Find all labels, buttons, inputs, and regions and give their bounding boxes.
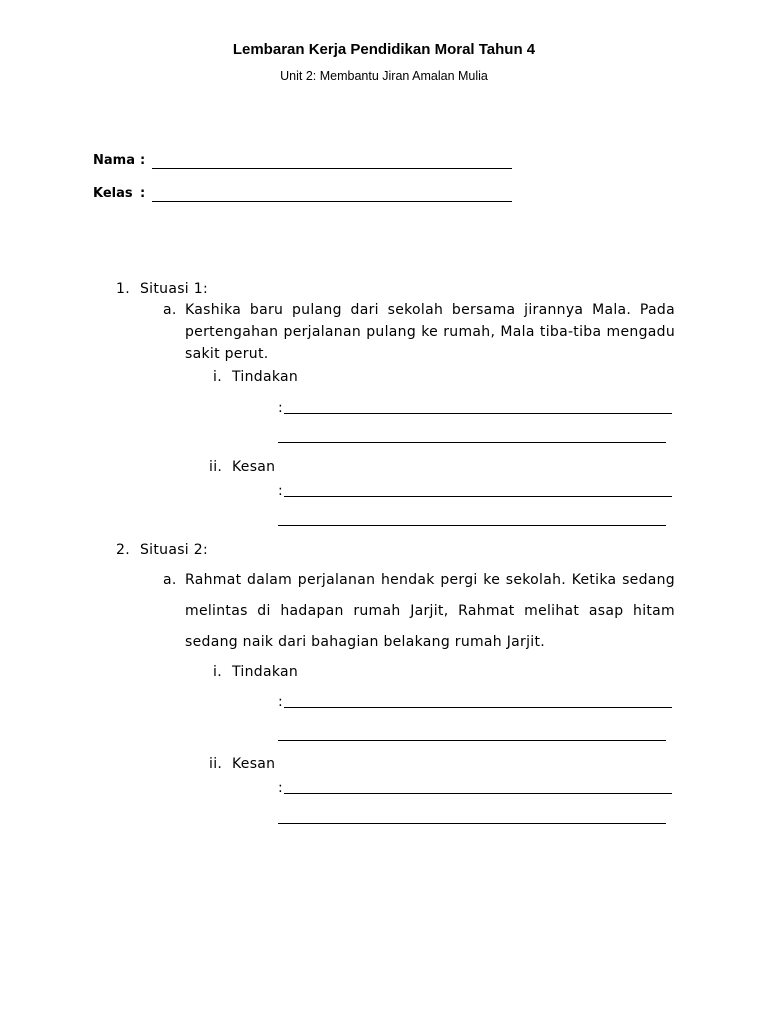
answer-colon: :	[278, 694, 284, 710]
situation-text-line: Kashika baru pulang dari sekolah bersama jirannya Mala. Pada	[185, 302, 675, 318]
item-numeral: i.	[213, 664, 222, 680]
nama-input-line[interactable]	[152, 168, 512, 169]
nama-label: Nama	[93, 153, 135, 168]
kelas-field	[93, 186, 146, 201]
situation-text-line: Rahmat dalam perjalanan hendak pergi ke sekolah. Ketika sedang	[185, 572, 675, 588]
item-numeral: ii.	[209, 756, 223, 772]
answer-line[interactable]	[278, 525, 666, 526]
situation-text-line: sedang naik dari bahagian belakang rumah Jarjit.	[185, 634, 546, 650]
answer-line[interactable]	[284, 793, 672, 794]
situation-text-line: melintas di hadapan rumah Jarjit, Rahmat melihat asap hitam	[185, 603, 675, 619]
nama-field	[93, 153, 146, 168]
nama-separator: :	[140, 153, 146, 168]
sub-letter: a.	[163, 572, 177, 588]
answer-colon: :	[278, 780, 284, 796]
situation-text-line: pertengahan perjalanan pulang ke rumah, Mala tiba-tiba mengadu	[185, 324, 675, 340]
item-numeral: i.	[213, 369, 222, 385]
item-numeral: ii.	[209, 459, 223, 475]
item-label: Kesan	[232, 756, 276, 772]
answer-colon: :	[278, 400, 284, 416]
item-label: Kesan	[232, 459, 276, 475]
answer-line[interactable]	[278, 823, 666, 824]
question-number: 1.	[116, 281, 130, 297]
item-label: Tindakan	[232, 369, 299, 385]
item-label: Tindakan	[232, 664, 299, 680]
page-subtitle: Unit 2: Membantu Jiran Amalan Mulia	[280, 69, 488, 83]
question-number: 2.	[116, 542, 130, 558]
sub-letter: a.	[163, 302, 177, 318]
answer-line[interactable]	[278, 442, 666, 443]
answer-line[interactable]	[284, 413, 672, 414]
answer-line[interactable]	[284, 496, 672, 497]
answer-line[interactable]	[284, 707, 672, 708]
answer-line[interactable]	[278, 740, 666, 741]
kelas-label: Kelas	[93, 186, 133, 201]
kelas-separator: :	[140, 186, 146, 201]
kelas-input-line[interactable]	[152, 201, 512, 202]
page-title: Lembaran Kerja Pendidikan Moral Tahun 4	[232, 41, 536, 58]
answer-colon: :	[278, 483, 284, 499]
question-heading: Situasi 2:	[140, 542, 208, 558]
question-heading: Situasi 1:	[140, 281, 208, 297]
situation-text-line: sakit perut.	[185, 346, 269, 362]
